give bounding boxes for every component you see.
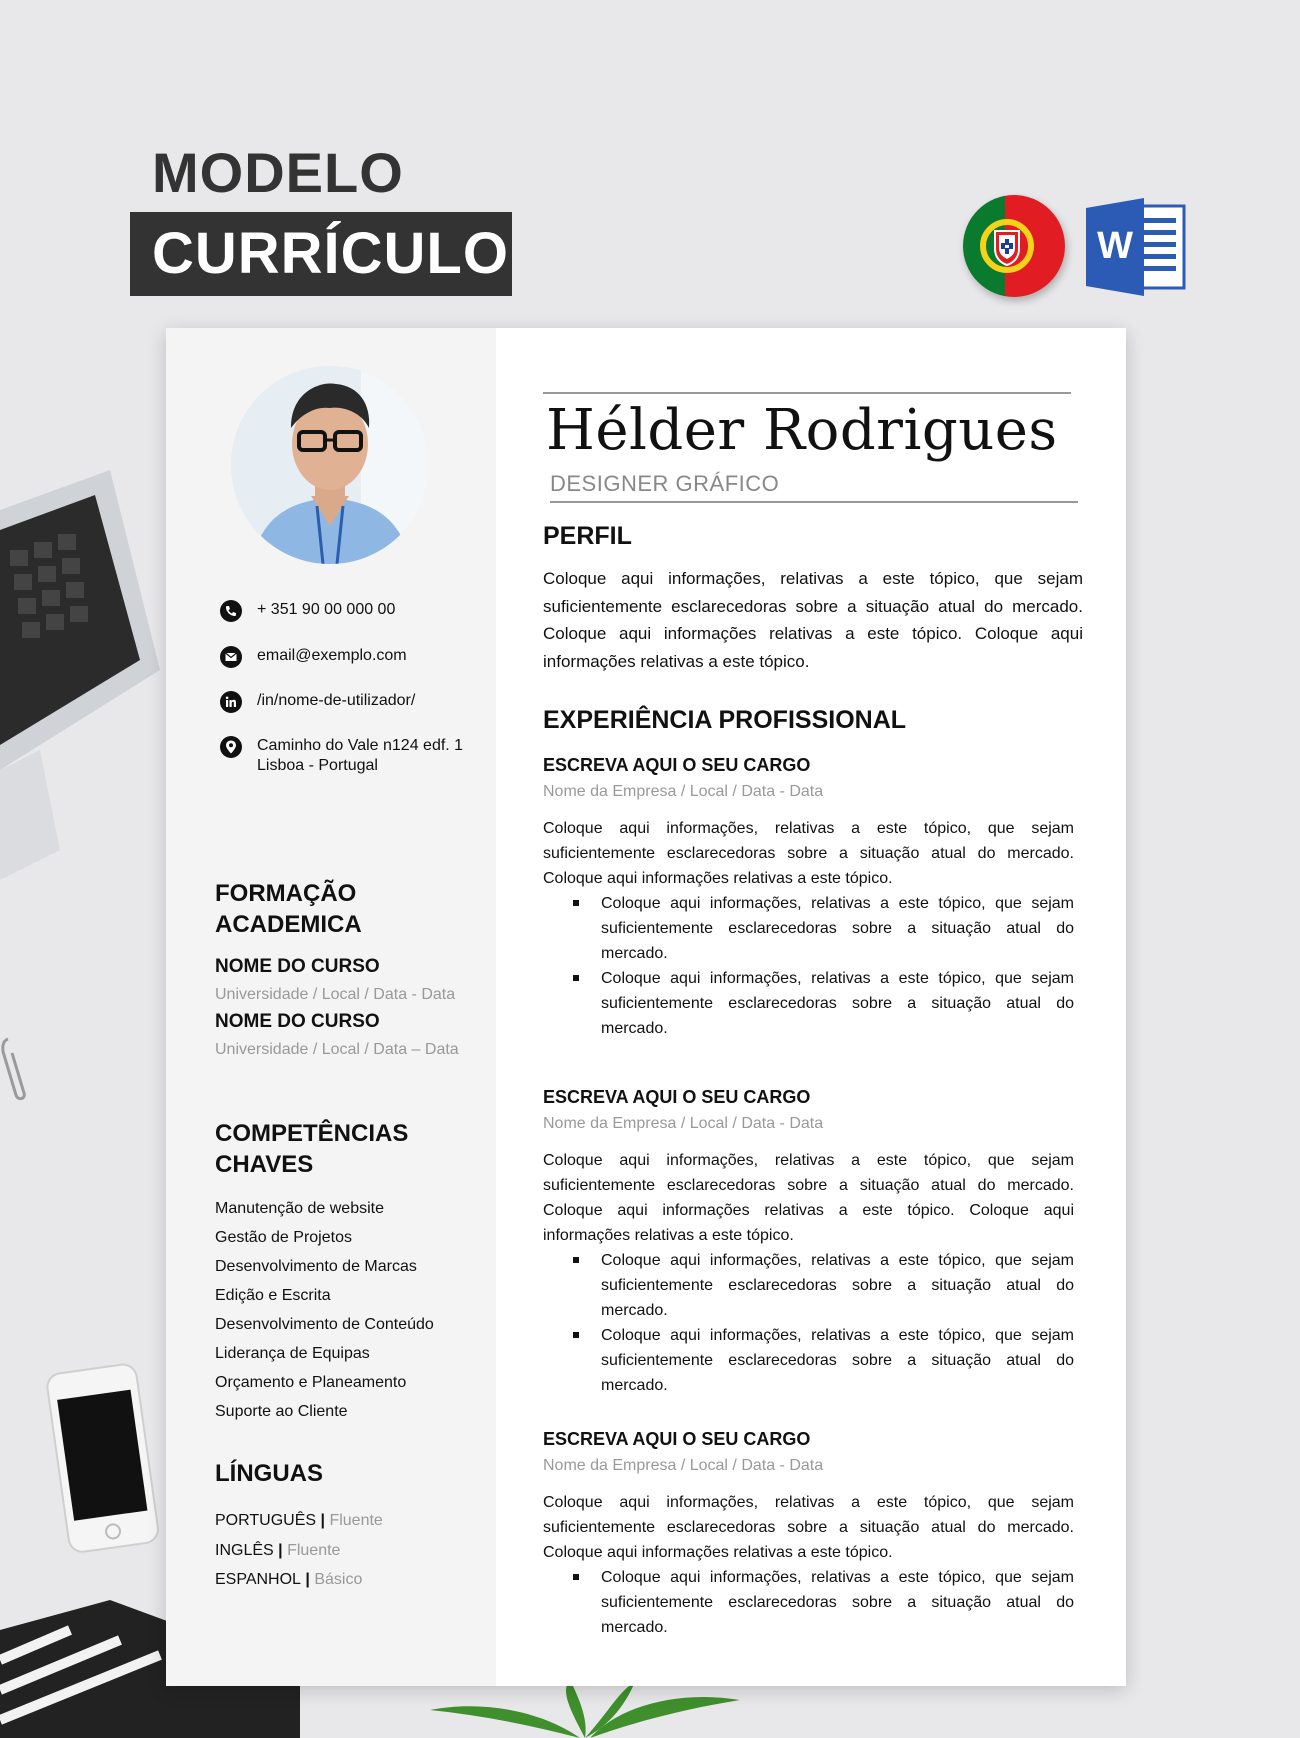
job-bullets	[601, 891, 1074, 1041]
education-meta-2: Universidade / Local / Data – Data	[215, 1041, 459, 1058]
paperclip-decoration	[0, 1035, 30, 1105]
word-document-icon	[1086, 198, 1188, 296]
job-bullet: Coloque aqui informações, relativas a este tópico, que sejam suficientemente esclarecedoras sobre a situação atual do mercado.	[601, 891, 1074, 966]
address-line-2: Lisboa - Portugal	[257, 757, 378, 774]
phone-icon	[220, 600, 242, 622]
skill-item: Manutenção de website	[215, 1200, 384, 1217]
address-line-1: Caminho do Vale n124 edf. 1	[257, 737, 464, 754]
perfil-text: Coloque aqui informações, relativas a este tópico, que sejam suficientemente esclarecedoras sobre a situação atual do mercado. Coloque aqui informações relativas a este tópico. Coloque aqui informações relativas a este tópico.	[543, 569, 1083, 671]
contact-address	[220, 736, 463, 776]
job-bullets	[601, 1248, 1074, 1398]
contact-phone	[220, 600, 395, 622]
job-meta: Nome da Empresa / Local / Data - Data	[543, 783, 824, 800]
divider-bottom	[550, 501, 1078, 503]
education-heading: FORMAÇÃO ACADEMICA	[215, 880, 362, 938]
job-entry-2	[543, 1082, 1074, 1398]
candidate-role: DESIGNER GRÁFICO	[550, 471, 780, 496]
skill-item: Gestão de Projetos	[215, 1229, 352, 1246]
job-meta: Nome da Empresa / Local / Data - Data	[543, 1115, 824, 1132]
mail-icon	[220, 646, 242, 668]
skill-item: Suporte ao Cliente	[215, 1403, 348, 1420]
skill-item: Orçamento e Planeamento	[215, 1374, 407, 1391]
resume-main	[543, 328, 1093, 1686]
job-meta: Nome da Empresa / Local / Data - Data	[543, 1457, 824, 1474]
laptop-decoration	[0, 470, 160, 900]
linkedin-icon	[220, 691, 242, 713]
resume-sheet	[166, 328, 1126, 1686]
portugal-flag-icon	[963, 195, 1065, 297]
job-entry-1	[543, 750, 1074, 1041]
smartphone-decoration	[44, 1360, 164, 1560]
linkedin-handle: /in/nome-de-utilizador/	[257, 692, 416, 709]
languages-list	[215, 1506, 383, 1595]
education-course-2: NOME DO CURSO	[215, 1011, 380, 1032]
skill-item: Desenvolvimento de Conteúdo	[215, 1316, 434, 1333]
profile-photo	[231, 366, 429, 564]
divider-top	[543, 392, 1071, 394]
job-entry-3	[543, 1424, 1074, 1640]
language-item: PORTUGUÊS | Fluente	[215, 1512, 383, 1529]
languages-heading: LÍNGUAS	[215, 1460, 323, 1487]
education-course-1: NOME DO CURSO	[215, 956, 380, 977]
plant-decoration	[420, 1680, 750, 1738]
job-description: Coloque aqui informações, relativas a este tópico, que sejam suficientemente esclarecedoras sobre a situação atual do mercado. Coloque aqui informações relativas a este tópico.	[543, 1494, 1074, 1561]
job-bullets	[601, 1565, 1074, 1640]
perfil-heading: PERFIL	[543, 522, 632, 550]
promo-title-modelo: MODELO	[152, 141, 404, 204]
contact-email	[220, 646, 407, 668]
experience-heading: EXPERIÊNCIA PROFISSIONAL	[543, 706, 907, 734]
candidate-name: Hélder Rodrigues	[546, 398, 1058, 463]
resume-sidebar	[166, 328, 496, 1686]
job-description: Coloque aqui informações, relativas a este tópico, que sejam suficientemente esclarecedoras sobre a situação atual do mercado. Coloque aqui informações relativas a este tópico. Coloque aqui informações relativas a este tópico.	[543, 1152, 1074, 1244]
job-bullet: Coloque aqui informações, relativas a este tópico, que sejam suficientemente esclarecedoras sobre a situação atual do mercado.	[601, 966, 1074, 1041]
job-title: ESCREVA AQUI O SEU CARGO	[543, 755, 811, 775]
email-address: email@exemplo.com	[257, 647, 407, 664]
contact-linkedin	[220, 691, 415, 713]
skill-item: Desenvolvimento de Marcas	[215, 1258, 417, 1275]
skill-item: Edição e Escrita	[215, 1287, 331, 1304]
job-bullet: Coloque aqui informações, relativas a este tópico, que sejam suficientemente esclarecedoras sobre a situação atual do mercado.	[601, 1248, 1074, 1323]
job-title: ESCREVA AQUI O SEU CARGO	[543, 1087, 811, 1107]
word-letter: W	[1097, 225, 1133, 267]
language-item: INGLÊS | Fluente	[215, 1541, 341, 1559]
job-bullet: Coloque aqui informações, relativas a este tópico, que sejam suficientemente esclarecedoras sobre a situação atual do mercado.	[601, 1565, 1074, 1640]
promo-title-curriculo: CURRÍCULO	[130, 212, 512, 296]
skills-list	[215, 1194, 434, 1426]
language-item: ESPANHOL | Básico	[215, 1571, 363, 1588]
phone-number: + 351 90 00 000 00	[257, 601, 396, 618]
education-meta-1: Universidade / Local / Data - Data	[215, 986, 456, 1003]
job-bullet: Coloque aqui informações, relativas a este tópico, que sejam suficientemente esclarecedoras sobre a situação atual do mercado.	[601, 1323, 1074, 1398]
skills-heading: COMPETÊNCIAS CHAVES	[215, 1120, 409, 1178]
job-description: Coloque aqui informações, relativas a este tópico, que sejam suficientemente esclarecedoras sobre a situação atual do mercado. Coloque aqui informações relativas a este tópico.	[543, 820, 1074, 887]
skill-item: Liderança de Equipas	[215, 1345, 370, 1362]
job-title: ESCREVA AQUI O SEU CARGO	[543, 1429, 811, 1449]
location-pin-icon	[220, 736, 242, 758]
